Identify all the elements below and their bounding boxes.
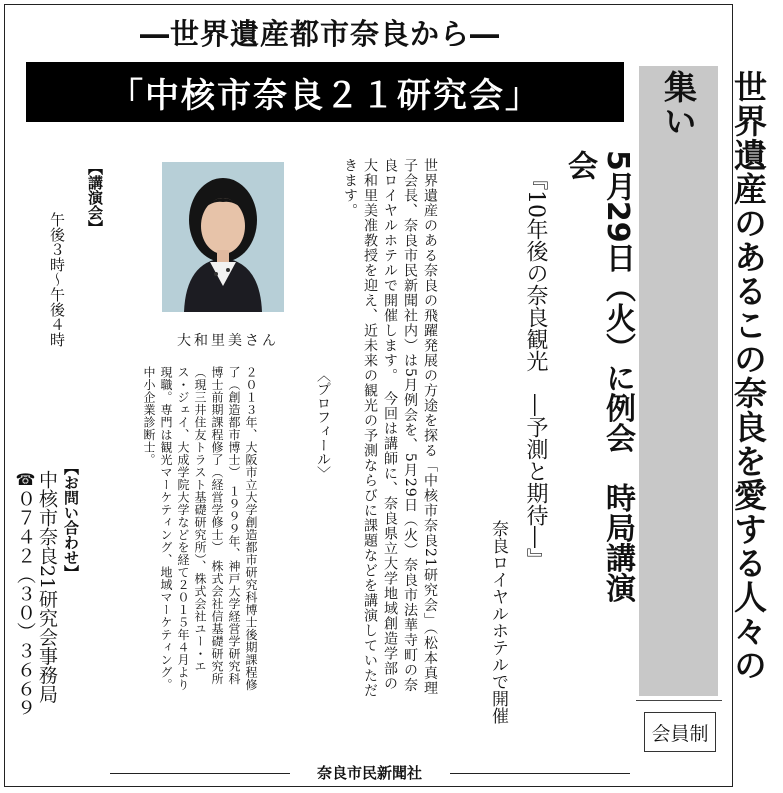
date-heading: 5月29日（火）に例会 時局講演会 bbox=[562, 150, 635, 603]
profile-heading: 〈プロフィール〉 bbox=[315, 368, 331, 480]
headline: 世界遺産のあるこの奈良を愛する人々の集い bbox=[659, 70, 768, 682]
speaker-photo bbox=[162, 162, 284, 312]
telephone-icon: ☎ bbox=[16, 470, 35, 489]
lecture-time: 午後３時～午後４時 bbox=[48, 212, 66, 347]
lecture-subtitle: 『10年後の奈良観光 ―予測と期待―』 bbox=[523, 168, 548, 570]
speaker-caption: 大和里美さん bbox=[177, 333, 279, 349]
divider bbox=[636, 700, 722, 701]
venue-text: 奈良ロイヤルホテルで開催 bbox=[488, 520, 508, 724]
profile-text: ２０１３年、大阪市立大学創造都市研究科博士後期課程修了（創造都市博士） １９９９年、神戸大学経営学研究科博士前期課程修了（経営学修士） 株式会社信基礎研究所（現三井住友トラスト基礎研究所）、株式会社ユー・エス・ジェイ、大成学院大学などを経て２０１５年４月より現職。専門は観光マーケティング、地域マーケティング。中小企業診断士。 bbox=[142, 366, 258, 691]
kicker: ―世界遺産都市奈良から― bbox=[139, 17, 500, 51]
banner-title: 「中核市奈良２１研究会」 bbox=[26, 62, 624, 122]
phone-number: ０７４２（３０）３６６９ bbox=[14, 489, 36, 717]
publisher-footer: 奈良市民新聞社 bbox=[316, 764, 422, 782]
membership-label: 会員制 bbox=[644, 712, 716, 752]
article-body: 世界遺産のある奈良の飛躍発展の方途を探る「中核市奈良21研究会」（松本真理子会長、奈良市民新聞社内）は5月例会を、5月29日（火）奈良市法華寺町の奈良ロイヤルホテルで開催します。 今回は講師に、奈良県立大学地域創造学部の大和里美准教授を迎え、近未来の観光の予測ならびに課題などを講演していただきます。 bbox=[342, 158, 438, 698]
inquiry-contact bbox=[14, 470, 58, 750]
lecture-label: 【講演会】 bbox=[86, 160, 104, 235]
inquiry-org: 中核市奈良21研究会事務局 bbox=[36, 470, 58, 704]
inquiry-label: 【お問い合わせ】 bbox=[62, 460, 80, 580]
